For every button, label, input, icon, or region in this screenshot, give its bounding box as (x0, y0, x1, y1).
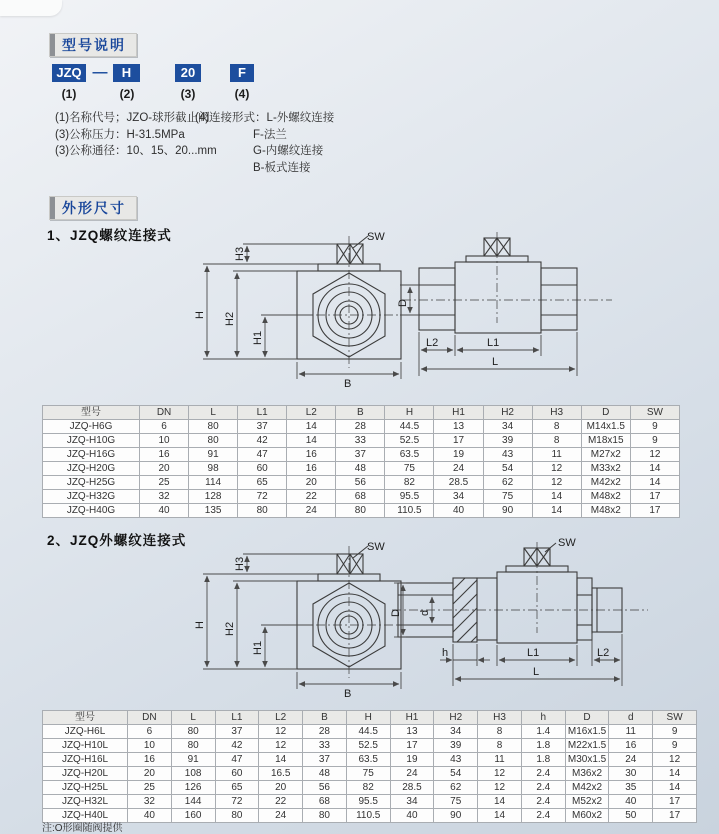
table-cell: 75 (346, 767, 390, 781)
table-cell: M52x2 (565, 795, 609, 809)
dim-label-h: H (194, 621, 206, 629)
code-dash: — (92, 64, 108, 81)
table-cell: 11 (532, 448, 581, 462)
dim-label-h1: H1 (252, 330, 264, 345)
table-cell: M14x1.5 (581, 420, 630, 434)
table-cell: 56 (303, 781, 347, 795)
dim-label-h1: H1 (252, 640, 264, 655)
table-cell: 80 (189, 434, 238, 448)
table-cell: 35 (609, 781, 653, 795)
table-cell: 19 (434, 448, 483, 462)
table-cell: 8 (478, 739, 522, 753)
table-cell: 16.5 (259, 767, 303, 781)
table-cell: 12 (259, 739, 303, 753)
column-header: L1 (215, 711, 259, 725)
table-cell: 60 (238, 462, 287, 476)
table-cell: 16 (287, 462, 336, 476)
side-view (402, 232, 612, 333)
table-cell: 17 (390, 739, 434, 753)
table-cell: 63.5 (346, 753, 390, 767)
table-cell: 24 (609, 753, 653, 767)
column-header: L2 (287, 406, 336, 420)
table-cell: 14 (532, 504, 581, 518)
table-cell: 17 (630, 504, 679, 518)
column-header: d (609, 711, 653, 725)
column-header: L2 (259, 711, 303, 725)
table-cell: 62 (434, 781, 478, 795)
table-cell: 72 (238, 490, 287, 504)
table-cell: 47 (215, 753, 259, 767)
column-header: L (171, 711, 215, 725)
table-cell: 80 (189, 420, 238, 434)
table-cell: 28.5 (390, 781, 434, 795)
column-header: H3 (478, 711, 522, 725)
table-cell: 40 (609, 795, 653, 809)
code-block-connection: F (230, 64, 254, 82)
table-cell: JZQ-H6L (43, 725, 128, 739)
table-cell: 8 (478, 725, 522, 739)
table-cell: 110.5 (346, 809, 390, 823)
table-cell: 24 (259, 809, 303, 823)
table-cell: 6 (128, 725, 172, 739)
table-cell: 11 (478, 753, 522, 767)
dim-label-h3: H3 (234, 246, 246, 261)
table-cell: M36x2 (565, 767, 609, 781)
column-header: H (346, 711, 390, 725)
technical-drawing-threaded (0, 228, 719, 404)
table-cell: JZQ-H16G (43, 448, 140, 462)
column-header: H2 (483, 406, 532, 420)
dim-label-h3: H3 (234, 556, 246, 571)
dim-label-d-low: d (419, 609, 431, 616)
table-cell: 14 (630, 462, 679, 476)
table-cell: 63.5 (385, 448, 434, 462)
code-label-1: (1) (61, 87, 77, 101)
table-cell: 80 (171, 739, 215, 753)
column-header: DN (140, 406, 189, 420)
dim-label-h2: H2 (224, 311, 236, 326)
table-cell: 34 (483, 420, 532, 434)
table-cell: 24 (287, 504, 336, 518)
table-cell: 6 (140, 420, 189, 434)
table-header-row (43, 406, 680, 420)
column-header: SW (653, 711, 697, 725)
table-cell: JZQ-H10G (43, 434, 140, 448)
column-header: D (565, 711, 609, 725)
section-header-bar (50, 197, 55, 219)
table-cell: 28 (303, 725, 347, 739)
table-cell: M48x2 (581, 490, 630, 504)
page-corner-curl (0, 0, 62, 16)
spec-line: (3)公称压力：H-31.5MPa (55, 128, 185, 141)
table-cell: 75 (385, 462, 434, 476)
table-cell: 17 (653, 795, 697, 809)
dim-label-l1: L1 (487, 337, 500, 349)
table-row (43, 490, 680, 504)
table-cell: JZQ-H20L (43, 767, 128, 781)
column-header: B (336, 406, 385, 420)
table-row (43, 795, 697, 809)
table-cell: 39 (483, 434, 532, 448)
table-cell: 90 (483, 504, 532, 518)
table-cell: M60x2 (565, 809, 609, 823)
table-cell: 98 (189, 462, 238, 476)
table-cell: 90 (434, 809, 478, 823)
table-cell: 135 (189, 504, 238, 518)
dim-label-h-low: h (442, 647, 449, 659)
table-cell: JZQ-H32L (43, 795, 128, 809)
table-cell: 19 (390, 753, 434, 767)
code-block-size: 20 (175, 64, 201, 82)
table-cell: 108 (171, 767, 215, 781)
table-cell: JZQ-H10L (43, 739, 128, 753)
column-header: H1 (390, 711, 434, 725)
table-cell: 114 (189, 476, 238, 490)
table-cell: 12 (653, 753, 697, 767)
table-cell: 72 (215, 795, 259, 809)
table-cell: 12 (259, 725, 303, 739)
dim-label-d-cap: D (390, 609, 402, 617)
table-cell: 13 (434, 420, 483, 434)
dim-label-sw: SW (558, 538, 576, 549)
table-cell: 13 (390, 725, 434, 739)
spec-notes-left (55, 110, 217, 160)
table-cell: 75 (483, 490, 532, 504)
front-view (297, 236, 401, 368)
table-cell: 40 (140, 504, 189, 518)
table-cell: 8 (532, 420, 581, 434)
technical-drawing-external-thread (0, 538, 719, 714)
table-row (43, 725, 697, 739)
table-cell: 12 (532, 462, 581, 476)
column-header: 型号 (43, 711, 128, 725)
column-header: L1 (238, 406, 287, 420)
table-cell: 14 (287, 420, 336, 434)
table-cell: 2.4 (521, 795, 565, 809)
table-cell: 30 (609, 767, 653, 781)
table-cell: 95.5 (385, 490, 434, 504)
table-cell: 80 (303, 809, 347, 823)
table-cell: 37 (215, 725, 259, 739)
table-cell: 33 (336, 434, 385, 448)
table-cell: 22 (287, 490, 336, 504)
table-cell: 14 (259, 753, 303, 767)
table-cell: 2.4 (521, 781, 565, 795)
table-cell: 44.5 (385, 420, 434, 434)
dim-label-sw: SW (367, 541, 385, 553)
table-cell: JZQ-H40G (43, 504, 140, 518)
column-header: DN (128, 711, 172, 725)
table-row (43, 809, 697, 823)
table-row (43, 448, 680, 462)
table-cell: 1.8 (521, 753, 565, 767)
dim-label-h: H (194, 311, 206, 319)
table-cell: 42 (215, 739, 259, 753)
table-cell: 9 (630, 434, 679, 448)
table-cell: 14 (287, 434, 336, 448)
code-label-2: (2) (119, 87, 135, 101)
table-cell: 9 (653, 725, 697, 739)
table-row (43, 767, 697, 781)
table-cell: 43 (434, 753, 478, 767)
code-label-3: (3) (180, 87, 196, 101)
code-label-4: (4) (234, 87, 250, 101)
column-header: H (385, 406, 434, 420)
table-cell: 52.5 (385, 434, 434, 448)
table-row (43, 420, 680, 434)
table-cell: 17 (653, 809, 697, 823)
table-cell: 9 (653, 739, 697, 753)
table-row (43, 753, 697, 767)
section-header-title: 型号说明 (62, 37, 126, 53)
table-cell: 1.8 (521, 739, 565, 753)
table-cell: 14 (653, 781, 697, 795)
dim-label-l2: L2 (597, 647, 610, 659)
code-block-series: JZQ (52, 64, 86, 82)
table-cell: 126 (171, 781, 215, 795)
table-cell: 82 (385, 476, 434, 490)
table-cell: M33x2 (581, 462, 630, 476)
column-header: H2 (434, 711, 478, 725)
table-cell: 40 (434, 504, 483, 518)
table-cell: 1.4 (521, 725, 565, 739)
table-cell: 14 (478, 795, 522, 809)
column-header: H3 (532, 406, 581, 420)
table-cell: 40 (128, 809, 172, 823)
table-cell: 33 (303, 739, 347, 753)
table-cell: M27x2 (581, 448, 630, 462)
table-cell: 12 (630, 448, 679, 462)
table-cell: 8 (532, 434, 581, 448)
table-cell: 9 (630, 420, 679, 434)
table-cell: 80 (171, 725, 215, 739)
table-cell: 52.5 (346, 739, 390, 753)
spec-line: (1)名称代号；JZO-球形截止阀 (55, 112, 210, 124)
table-cell: 14 (532, 490, 581, 504)
table-cell: 60 (215, 767, 259, 781)
column-header: H1 (434, 406, 483, 420)
section-header-title: 外形尺寸 (62, 200, 126, 216)
spec-line: F-法兰 (253, 128, 287, 141)
table-cell: 48 (336, 462, 385, 476)
table-cell: 32 (140, 490, 189, 504)
side-view (392, 542, 648, 643)
column-header: L (189, 406, 238, 420)
table-cell: JZQ-H40L (43, 809, 128, 823)
table-cell: 48 (303, 767, 347, 781)
table-cell: JZQ-H25G (43, 476, 140, 490)
table-cell: 144 (171, 795, 215, 809)
table-cell: 14 (478, 809, 522, 823)
table-cell: 22 (259, 795, 303, 809)
table-cell: 65 (215, 781, 259, 795)
table-header-row (43, 711, 697, 725)
dim-label-b: B (344, 378, 352, 390)
table-cell: 68 (303, 795, 347, 809)
table-cell: M22x1.5 (565, 739, 609, 753)
table-cell: 54 (483, 462, 532, 476)
table-cell: M16x1.5 (565, 725, 609, 739)
table-cell: 37 (303, 753, 347, 767)
table-cell: 10 (140, 434, 189, 448)
code-block-pressure: H (113, 64, 140, 82)
dim-label-l1: L1 (527, 647, 540, 659)
table-cell: 110.5 (385, 504, 434, 518)
table-cell: 16 (287, 448, 336, 462)
table-cell: 16 (128, 753, 172, 767)
table-cell: 20 (259, 781, 303, 795)
spec-line: (4)连接形式：L-外螺纹连接 (195, 112, 335, 124)
table-cell: 80 (215, 809, 259, 823)
table-cell: 16 (609, 739, 653, 753)
column-header: B (303, 711, 347, 725)
table-row (43, 781, 697, 795)
table-cell: 20 (128, 767, 172, 781)
dim-label-sw: SW (367, 231, 385, 243)
table-cell: JZQ-H32G (43, 490, 140, 504)
table-cell: 25 (128, 781, 172, 795)
table-cell: JZQ-H6G (43, 420, 140, 434)
table-cell: 128 (189, 490, 238, 504)
subsection-title-2: 2、JZQ外螺纹连接式 (47, 533, 187, 548)
table-cell: 34 (434, 725, 478, 739)
section-header-model (49, 33, 137, 57)
table-cell: 12 (478, 767, 522, 781)
table-cell: 34 (390, 795, 434, 809)
table-cell: M30x1.5 (565, 753, 609, 767)
table-cell: 10 (128, 739, 172, 753)
table-cell: 14 (630, 476, 679, 490)
front-view (297, 546, 401, 678)
table-cell: 44.5 (346, 725, 390, 739)
table-cell: 34 (434, 490, 483, 504)
table-cell: 24 (434, 462, 483, 476)
table-cell: 20 (140, 462, 189, 476)
table-cell: 40 (390, 809, 434, 823)
table-cell: 80 (238, 504, 287, 518)
table-cell: 56 (336, 476, 385, 490)
table-cell: 37 (336, 448, 385, 462)
table-cell: 12 (532, 476, 581, 490)
table-cell: 82 (346, 781, 390, 795)
table-cell: 39 (434, 739, 478, 753)
dim-label-h2: H2 (224, 621, 236, 636)
table-cell: 62 (483, 476, 532, 490)
table-cell: 91 (171, 753, 215, 767)
table-cell: M48x2 (581, 504, 630, 518)
table-cell: 25 (140, 476, 189, 490)
table-cell: 32 (128, 795, 172, 809)
subsection-title-1: 1、JZQ螺纹连接式 (47, 228, 172, 243)
table-cell: 95.5 (346, 795, 390, 809)
table-cell: JZQ-H25L (43, 781, 128, 795)
table-cell: 12 (478, 781, 522, 795)
dim-label-l: L (533, 666, 540, 678)
dim-label-l: L (492, 356, 499, 368)
table-row (43, 476, 680, 490)
table-cell: 80 (336, 504, 385, 518)
table-cell: 91 (189, 448, 238, 462)
table-cell: 54 (434, 767, 478, 781)
footnote: 注:O形圈随阀提供 (42, 823, 123, 834)
column-header: h (521, 711, 565, 725)
column-header: D (581, 406, 630, 420)
dimension-table-external-thread (42, 710, 697, 823)
table-cell: 37 (238, 420, 287, 434)
table-cell: M42x2 (581, 476, 630, 490)
spec-notes-right (195, 110, 334, 176)
table-cell: 47 (238, 448, 287, 462)
table-cell: JZQ-H20G (43, 462, 140, 476)
dimension-table-threaded (42, 405, 680, 518)
dim-label-l2: L2 (426, 337, 439, 349)
table-cell: 50 (609, 809, 653, 823)
section-header-bar (50, 34, 55, 56)
table-cell: 16 (140, 448, 189, 462)
table-cell: 43 (483, 448, 532, 462)
dim-label-d-cap: D (397, 299, 409, 307)
table-cell: 17 (434, 434, 483, 448)
table-cell: 2.4 (521, 767, 565, 781)
table-row (43, 462, 680, 476)
column-header: SW (630, 406, 679, 420)
table-cell: 20 (287, 476, 336, 490)
table-cell: 160 (171, 809, 215, 823)
table-cell: JZQ-H16L (43, 753, 128, 767)
table-cell: 75 (434, 795, 478, 809)
table-row (43, 504, 680, 518)
table-cell: 24 (390, 767, 434, 781)
table-cell: 28 (336, 420, 385, 434)
table-cell: 65 (238, 476, 287, 490)
spec-line: B-板式连接 (253, 161, 311, 174)
table-cell: 68 (336, 490, 385, 504)
table-cell: 14 (653, 767, 697, 781)
table-cell: 28.5 (434, 476, 483, 490)
dim-label-b: B (344, 688, 352, 700)
section-header-dimensions (49, 196, 137, 220)
table-cell: 11 (609, 725, 653, 739)
table-cell: M18x15 (581, 434, 630, 448)
table-cell: 17 (630, 490, 679, 504)
spec-line: (3)公称通径：10、15、20...mm (55, 145, 217, 157)
table-cell: 42 (238, 434, 287, 448)
spec-line: G-内螺纹连接 (253, 145, 324, 157)
table-cell: M42x2 (565, 781, 609, 795)
table-cell: 2.4 (521, 809, 565, 823)
table-row (43, 434, 680, 448)
table-row (43, 739, 697, 753)
column-header: 型号 (43, 406, 140, 420)
side-view-dimensions (394, 583, 622, 686)
